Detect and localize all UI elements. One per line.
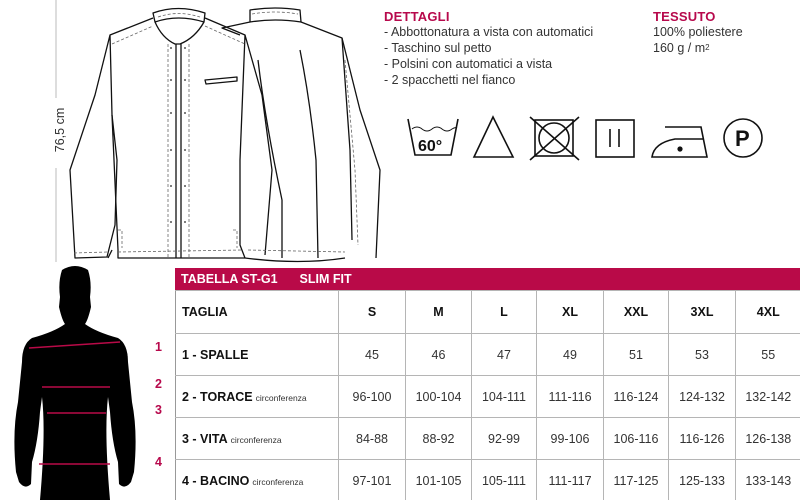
details-section	[384, 9, 593, 88]
human-silhouette-icon	[0, 262, 160, 500]
measure-marker-3: 3	[155, 403, 162, 417]
row-label: 2 - TORACE circonferenza	[176, 376, 339, 418]
size-header-label: TAGLIA	[176, 291, 339, 334]
details-item: - Polsini con automatici a vista	[384, 57, 553, 71]
table-row	[176, 376, 800, 418]
table-cell: 46	[406, 334, 472, 376]
details-title: DETTAGLI	[384, 9, 450, 24]
iron-low-icon	[652, 127, 707, 157]
garment-length-label: 76,5 cm	[53, 107, 67, 153]
table-cell: 88-92	[406, 418, 472, 460]
body-measurement-silhouette	[0, 262, 160, 500]
size-header-cell: XL	[537, 291, 604, 334]
fabric-title: TESSUTO	[653, 9, 716, 24]
care-icons	[395, 105, 800, 165]
table-cell: 101-105	[406, 460, 472, 500]
size-header-cell: M	[406, 291, 472, 334]
table-cell: 125-133	[669, 460, 736, 500]
table-row	[176, 334, 800, 376]
fabric-composition: 100% poliestere	[653, 25, 743, 39]
measure-marker-4: 4	[155, 455, 162, 469]
garment-drawing	[0, 0, 390, 265]
table-cell: 51	[604, 334, 669, 376]
table-cell: 92-99	[472, 418, 537, 460]
measure-marker-1: 1	[155, 340, 162, 354]
no-tumble-dry-icon	[530, 117, 579, 160]
table-cell: 47	[472, 334, 537, 376]
table-row	[176, 460, 800, 500]
fabric-section	[653, 9, 743, 56]
table-cell: 117-125	[604, 460, 669, 500]
details-item: - Taschino sul petto	[384, 41, 492, 55]
table-cell: 99-106	[537, 418, 604, 460]
table-cell: 111-117	[537, 460, 604, 500]
size-table	[175, 268, 800, 500]
table-cell: 97-101	[339, 460, 406, 500]
size-header-cell: 3XL	[669, 291, 736, 334]
table-cell: 49	[537, 334, 604, 376]
table-cell: 132-142	[736, 376, 800, 418]
table-cell: 55	[736, 334, 800, 376]
table-cell: 111-116	[537, 376, 604, 418]
wash-60-icon	[408, 119, 458, 155]
fit-label: SLIM FIT	[299, 272, 352, 286]
size-header-row	[176, 291, 800, 334]
table-cell: 116-126	[669, 418, 736, 460]
table-cell: 96-100	[339, 376, 406, 418]
size-header-cell: L	[472, 291, 537, 334]
size-header-cell: 4XL	[736, 291, 800, 334]
bleach-allowed-icon	[474, 117, 513, 157]
size-header-cell: S	[339, 291, 406, 334]
size-table-title: TABELLA ST-G1	[181, 272, 278, 286]
table-cell: 105-111	[472, 460, 537, 500]
table-cell: 126-138	[736, 418, 800, 460]
row-label: 4 - BACINO circonferenza	[176, 460, 339, 500]
details-item: - Abbottonatura a vista con automatici	[384, 25, 594, 39]
dry-clean-p-icon	[724, 119, 762, 157]
table-cell: 106-116	[604, 418, 669, 460]
table-row	[176, 418, 800, 460]
svg-text:P: P	[735, 126, 750, 151]
row-label: 1 - SPALLE	[176, 334, 339, 376]
line-dry-icon	[596, 120, 634, 157]
size-table-title-bar	[175, 268, 800, 290]
table-cell: 124-132	[669, 376, 736, 418]
table-cell: 104-111	[472, 376, 537, 418]
svg-text:60°: 60°	[418, 138, 443, 155]
details-list	[384, 24, 593, 88]
row-label: 3 - VITA circonferenza	[176, 418, 339, 460]
table-cell: 53	[669, 334, 736, 376]
details-item: - 2 spacchetti nel fianco	[384, 73, 516, 87]
size-header-cell: XXL	[604, 291, 669, 334]
measure-marker-2: 2	[155, 377, 162, 391]
size-table-grid	[175, 290, 800, 500]
table-cell: 100-104	[406, 376, 472, 418]
fabric-weight: 160 g / $m^2$	[653, 41, 710, 55]
table-cell: 84-88	[339, 418, 406, 460]
table-cell: 133-143	[736, 460, 800, 500]
table-cell: 45	[339, 334, 406, 376]
table-cell: 116-124	[604, 376, 669, 418]
